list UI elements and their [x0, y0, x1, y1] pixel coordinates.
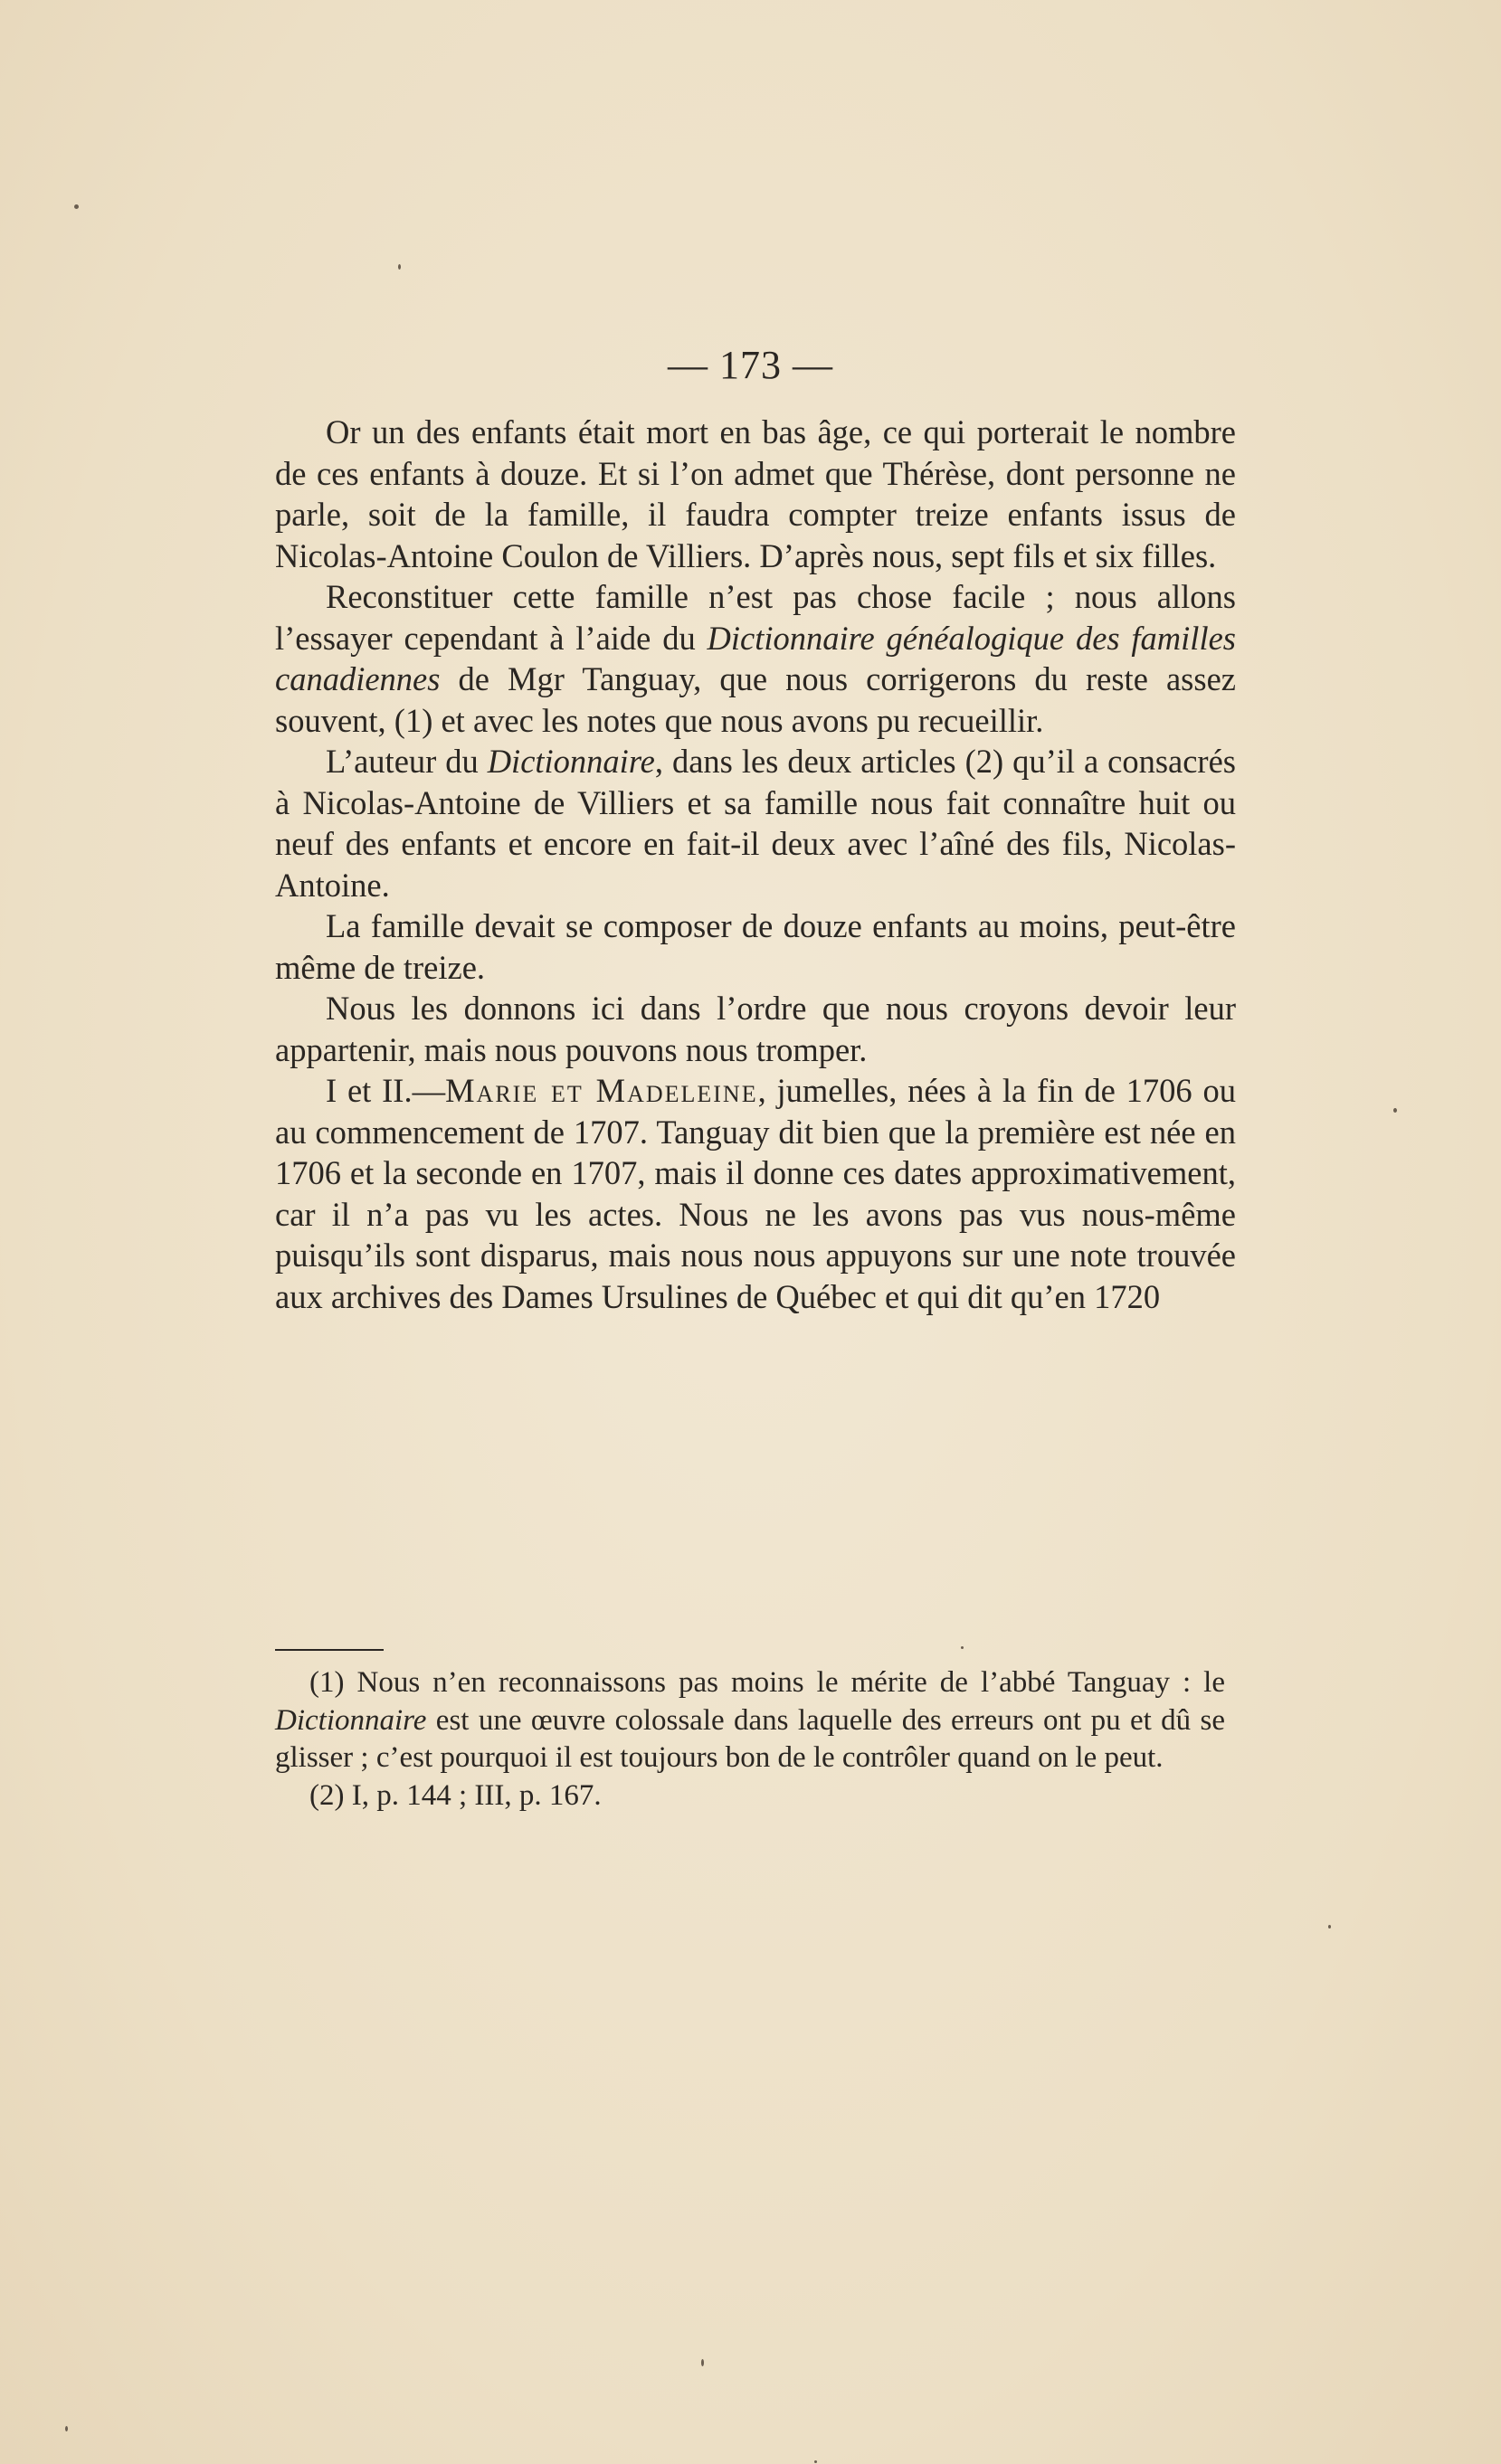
footnote-1 [275, 1664, 1225, 1777]
entry-names: Marie et Madeleine [445, 1072, 758, 1109]
speck [814, 2460, 817, 2463]
footnote-1-text-c: est une œuvre colossale dans laquelle des erreurs ont pu et dû se glisser ; c’est pourquoi il est toujours bon de le contrôler quand on le peut. [275, 1703, 1225, 1774]
speck [961, 1646, 964, 1649]
dictionary-short-title: Dictionnaire [487, 743, 655, 780]
paragraph-3-text-a: L’auteur du [326, 743, 488, 780]
dictionary-title: Dictionnaire généalogique des familles canadiennes [275, 619, 1236, 697]
paragraph-3 [275, 741, 1236, 905]
paragraph-3-text-c: , dans les deux articles (2) qu’il a consacrés à Nicolas-Antoine de Villiers et sa famille nous fait connaître huit ou neuf des enfants et encore en fait-il deux avec l’aîné des fils, Nicolas-Antoine. [275, 743, 1236, 904]
paragraph-4: La famille devait se composer de douze enfants au moins, peut-être même de treize. [275, 907, 1236, 986]
paragraph-1: Or un des enfants était mort en bas âge, ce qui porterait le nombre de ces enfants à douze. Et si l’on admet que Thérèse, dont personne ne parle, soit de la famille, il faudra compter treize enfants issus de Nicolas-Antoine Coulon de Villiers. D’après nous, sept fils et six filles. [275, 413, 1236, 574]
speck [74, 204, 79, 209]
speck [701, 2359, 704, 2366]
footnote-1-text-a: (1) Nous n’en reconnaissons pas moins le mérite de l’abbé Tanguay : le [309, 1666, 1225, 1699]
paragraph-2-text-c: de Mgr Tanguay, que nous corrigerons du reste assez souvent, (1) et avec les notes que nous avons pu recueillir. [275, 660, 1236, 739]
paragraph-5: Nous les donnons ici dans l’ordre que nous croyons devoir leur appartenir, mais nous pouvons nous tromper. [275, 990, 1236, 1068]
speck [65, 2426, 68, 2431]
main-text [275, 412, 1236, 1317]
paragraph-2 [275, 576, 1236, 741]
speck [1393, 1108, 1397, 1113]
paragraph-2-text-a: Reconstituer cette famille n’est pas chose facile ; nous allons l’essayer cependant à l’aide du [275, 578, 1236, 657]
footnotes [275, 1664, 1225, 1815]
paragraph-6 [275, 1070, 1236, 1317]
footnote-1-dictionary: Dictionnaire [275, 1703, 427, 1737]
entry-numeral: I et II.— [326, 1072, 446, 1109]
speck [1328, 1925, 1331, 1929]
page-number: — 173 — [668, 343, 833, 387]
footnote-2: (2) I, p. 144 ; III, p. 167. [309, 1778, 602, 1812]
footnote-rule [275, 1649, 384, 1651]
speck [398, 264, 401, 270]
paragraph-6-text-c: , jumelles, nées à la fin de 1706 ou au commencement de 1707. Tanguay dit bien que la première est née en 1706 et la seconde en 1707, mais il donne ces dates approximativement, car il n’a pas vu les actes. Nous ne les avons pas vus nous-même puisqu’ils sont disparus, mais nous nous appuyons sur une note trouvée aux archives des Dames Ursulines de Québec et qui dit qu’en 1720 [275, 1072, 1236, 1315]
